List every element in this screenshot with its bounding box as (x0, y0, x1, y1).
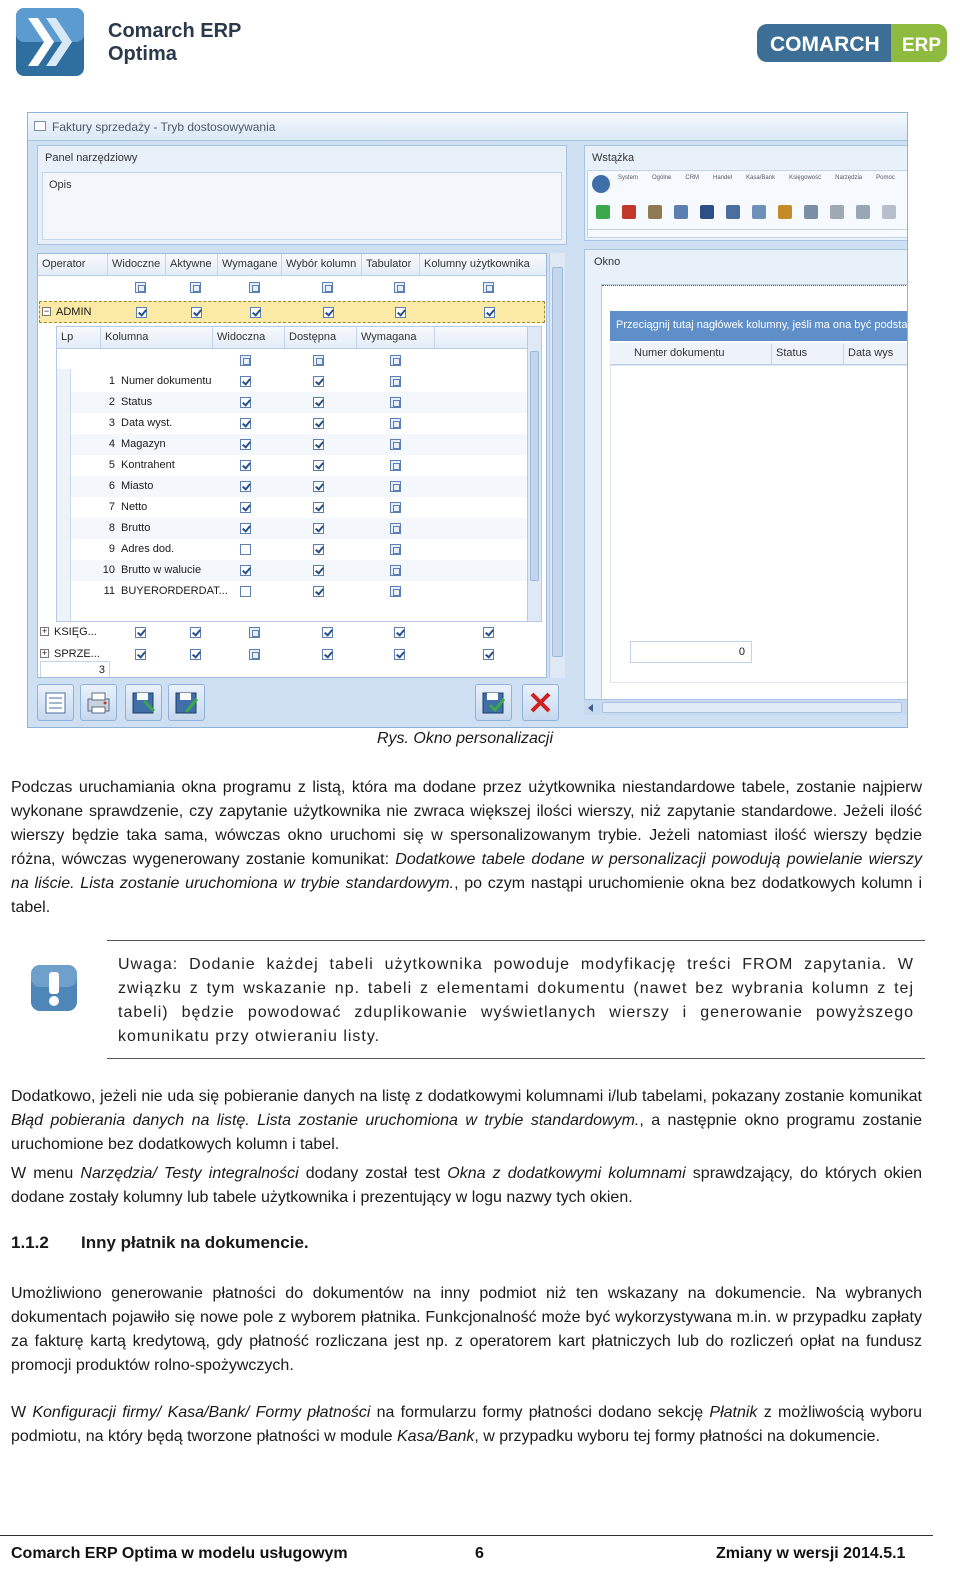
para1-text: Podczas uruchamiania okna programu z listą, która ma dodane przez użytkownika niestandardowe tabele, zostanie najpierw wykonane sprawdzenie, czy zapytanie użytkownika nie zwraca większej ilości wierszy, niż zapytanie standardowe. Jeżeli ilość wierszy będzie taka sama, wówczas okno uruchomi się w spersonalizowanym trybie. Jeżeli natomiast ilość wierszy będzie różna, wówczas wygenerowany zostanie komunikat: (11, 779, 922, 868)
column-row-lp: 2 (108, 396, 115, 408)
column-row-checkbox[interactable] (313, 481, 324, 492)
drop-line (602, 285, 908, 286)
ribbon-icon[interactable] (752, 205, 766, 219)
para2-text: Dodatkowo, jeżeli nie uda się pobieranie danych na listę z dodatkowymi kolumnami i/lub tabelami, pokazany zostanie komunikat (11, 1088, 922, 1105)
ribbon-icon[interactable] (700, 205, 714, 219)
printer-icon (81, 685, 116, 720)
column-row[interactable] (57, 392, 541, 413)
filter-checkbox[interactable] (135, 282, 146, 293)
toolbar-panel (37, 145, 567, 245)
operator-grid-header (38, 254, 547, 276)
admin-checkbox[interactable] (323, 307, 334, 318)
para3-text-mid: dodany został test (298, 1165, 448, 1182)
save-all-button[interactable] (168, 684, 205, 721)
column-row-checkbox[interactable] (313, 565, 324, 576)
toolbar-panel-label: Panel narzędziowy (45, 152, 138, 164)
ribbon-icon[interactable] (648, 205, 662, 219)
column-row-lp: 9 (108, 543, 115, 555)
horizontal-scrollbar[interactable] (584, 699, 908, 715)
window-title-bar (28, 113, 907, 141)
exclamation-icon (30, 964, 78, 1012)
column-row-checkbox[interactable] (240, 481, 251, 492)
footer-page-number: 6 (475, 1545, 484, 1562)
record-count-right: 0 (630, 641, 752, 663)
list-icon (38, 685, 73, 720)
column-config-header (57, 327, 527, 349)
group-row[interactable] (38, 644, 547, 666)
column-row-checkbox[interactable] (390, 418, 401, 429)
column-row-checkbox[interactable] (240, 439, 251, 450)
ribbon-menu-item[interactable]: Narzędzia (835, 175, 863, 181)
filter-checkbox[interactable] (394, 282, 405, 293)
expand-icon[interactable]: + (41, 626, 48, 636)
group-checkbox[interactable] (190, 649, 201, 660)
ribbon-menu-item[interactable]: Pomoc (876, 175, 895, 181)
col-aktywne[interactable]: Aktywne (166, 254, 218, 275)
column-row-checkbox[interactable] (313, 502, 324, 513)
col-numer-dokumentu[interactable]: Numer dokumentu (630, 343, 772, 364)
ribbon-icon-row (592, 205, 908, 221)
col-kolumna[interactable]: Kolumna (101, 327, 213, 348)
column-row-checkbox[interactable] (313, 460, 324, 471)
para2-message: Błąd pobierania danych na listę. Lista zostanie uruchomiona w trybie standardowym. (11, 1112, 640, 1129)
group-checkbox[interactable] (394, 649, 405, 660)
comarch-logo-text: COMARCH (770, 33, 880, 56)
column-row-checkbox[interactable] (240, 376, 251, 387)
collapse-icon[interactable]: − (43, 306, 50, 316)
scroll-thumb[interactable] (530, 351, 539, 581)
col-kolumny-uzytkownika[interactable]: Kolumny użytkownika (420, 254, 547, 275)
column-row-name: Miasto (121, 480, 154, 492)
column-row-lp: 8 (108, 522, 115, 534)
column-row[interactable] (57, 455, 541, 476)
erp-logo-text: ERP (902, 35, 942, 56)
header-spacer (610, 343, 630, 364)
app-menu-icon[interactable] (592, 175, 610, 193)
column-row-lp: 5 (108, 459, 115, 471)
column-row-lp: 6 (108, 480, 115, 492)
ribbon-menu-item[interactable]: Kasa/Bank (746, 175, 776, 181)
col-status[interactable]: Status (772, 343, 844, 364)
column-row-lp: 10 (102, 564, 115, 576)
window-icon (34, 121, 46, 131)
column-row-checkbox[interactable] (390, 460, 401, 471)
para5-text: W (11, 1404, 33, 1421)
save-icon (476, 685, 511, 720)
footer-left: Comarch ERP Optima w modelu usługowym (11, 1545, 348, 1562)
okno-label: Okno (594, 256, 621, 268)
print-button[interactable] (80, 684, 117, 721)
column-row-checkbox[interactable] (240, 544, 251, 555)
note-text: Uwaga: Dodanie każdej tabeli użytkownika powoduje modyfikację treści FROM zapytania. W związku z tym wskazanie np. tabeli z elementami dokumentu (nawet bez wybrania kolumn z tej tabeli) będzie powodować zduplikowanie wyświetlanych wierszy i generowanie powyższego komunikatu przy otwieraniu listy. (118, 956, 914, 1045)
ribbon-icon[interactable] (596, 205, 610, 219)
column-row-checkbox[interactable] (390, 565, 401, 576)
brand-line-2: Optima (108, 43, 177, 65)
column-row-checkbox[interactable] (240, 460, 251, 471)
column-row-checkbox[interactable] (240, 418, 251, 429)
column-row-name: Netto (121, 501, 148, 513)
col-data-wys[interactable]: Data wys (844, 343, 908, 364)
list-preview (601, 284, 908, 704)
column-row-lp: 7 (108, 501, 115, 513)
column-row-lp: 3 (108, 417, 115, 429)
para5-section-name: Płatnik (709, 1404, 758, 1421)
group-checkbox[interactable] (483, 649, 494, 660)
column-row-checkbox[interactable] (390, 586, 401, 597)
group-checkbox[interactable] (249, 649, 260, 660)
column-row[interactable] (57, 413, 541, 434)
row-indicator-strip (57, 369, 71, 622)
footer-divider (0, 1535, 933, 1536)
group-checkbox[interactable] (322, 627, 333, 638)
column-row-checkbox[interactable] (390, 544, 401, 555)
column-row-checkbox[interactable] (313, 586, 324, 597)
admin-checkbox[interactable] (136, 307, 147, 318)
column-row-name: BUYERORDERDAT... (121, 585, 228, 597)
filter-checkbox[interactable] (249, 282, 260, 293)
scroll-thumb[interactable] (602, 702, 902, 713)
group-row[interactable] (38, 622, 547, 644)
column-row-checkbox[interactable] (240, 523, 251, 534)
figure-caption: Rys. Okno personalizacji (376, 730, 554, 747)
group-row-label: KSIĘG... (54, 626, 97, 638)
filter-checkbox[interactable] (483, 282, 494, 293)
group-checkbox[interactable] (394, 627, 405, 638)
admin-checkbox[interactable] (191, 307, 202, 318)
group-checkbox[interactable] (190, 627, 201, 638)
column-row-checkbox[interactable] (313, 544, 324, 555)
operator-grid-scrollbar[interactable] (549, 253, 565, 678)
column-row-checkbox[interactable] (313, 439, 324, 450)
filter-checkbox[interactable] (390, 355, 401, 366)
ribbon-icon[interactable] (882, 205, 896, 219)
column-row-checkbox[interactable] (313, 523, 324, 534)
group-checkbox[interactable] (483, 627, 494, 638)
ribbon-menu-item[interactable]: Ogólne (652, 175, 672, 181)
column-row-checkbox[interactable] (240, 565, 251, 576)
filter-checkbox[interactable] (313, 355, 324, 366)
ribbon-preview (587, 170, 908, 238)
note-box (107, 940, 925, 1059)
column-row-checkbox[interactable] (313, 418, 324, 429)
ribbon-icon[interactable] (804, 205, 818, 219)
ribbon-menu-item[interactable]: System (618, 175, 639, 181)
column-row-lp: 1 (108, 375, 115, 387)
comarch-erp-optima-logo-icon (14, 6, 86, 78)
column-row-checkbox[interactable] (313, 397, 324, 408)
para5-text-end: , w przypadku wyboru tej formy płatności na dokumencie. (474, 1428, 880, 1445)
cancel-button[interactable] (522, 684, 559, 721)
column-row-checkbox[interactable] (240, 586, 251, 597)
paragraph-1 (11, 776, 922, 920)
column-row-name: Kontrahent (121, 459, 175, 471)
para5-text-mid: na formularzu formy płatności dodano sekcję (370, 1404, 710, 1421)
ribbon-menu-item[interactable]: CRM (685, 175, 700, 181)
column-row-name: Magazyn (121, 438, 166, 450)
column-row-checkbox[interactable] (390, 481, 401, 492)
ribbon-panel (584, 145, 908, 241)
ribbon-icon[interactable] (726, 205, 740, 219)
section-number: 1.1.2 (11, 1233, 49, 1252)
col-widoczne[interactable]: Widoczne (108, 254, 166, 275)
column-row-name: Numer dokumentu (121, 375, 212, 387)
window-preview-panel (584, 249, 908, 709)
column-row[interactable] (57, 476, 541, 497)
section-heading (11, 1233, 309, 1253)
para1-text-end: , po czym nastąpi uruchomienie okna bez dodatkowych kolumn i tabel. (11, 875, 923, 916)
brand-name (108, 20, 241, 66)
close-icon (523, 685, 558, 720)
group-checkbox[interactable] (135, 627, 146, 638)
para2-text-end: , a następnie okno programu zostanie uruchomione bez dodatkowych kolumn i tabel. (11, 1112, 922, 1153)
paragraph-4: Umożliwiono generowanie płatności do dokumentów na inny podmiot niż ten wskazany na dokumencie. Na wybranych dokumentach pojawiło się nowe pole z wyborem płatnika. Funkcjonalność może być wykorzystywana m.in. w przypadku zapłaty za fakturę kartą kredytową, gdy płatność rozliczana jest np. z operatorem kart płatniczych lub do rozliczeń opłat na fundusz promocji produktów rolno-spożywczych. (11, 1285, 922, 1374)
column-row-checkbox[interactable] (390, 376, 401, 387)
column-row[interactable] (57, 560, 541, 581)
group-checkbox[interactable] (322, 649, 333, 660)
preview-grid-header (610, 343, 908, 365)
ribbon-menu-item[interactable]: Handel (713, 175, 733, 181)
column-row-checkbox[interactable] (390, 523, 401, 534)
ribbon-label: Wstążka (592, 152, 635, 164)
paragraph-5 (11, 1401, 922, 1449)
admin-checkbox[interactable] (250, 307, 261, 318)
col-wymagane[interactable]: Wymagane (218, 254, 282, 275)
footer-right: Zmiany w wersji 2014.5.1 (716, 1545, 906, 1562)
column-row[interactable] (57, 539, 541, 560)
column-row-name: Data wyst. (121, 417, 173, 429)
comarch-erp-logo-icon (757, 24, 947, 62)
group-checkbox[interactable] (249, 627, 260, 638)
admin-checkbox[interactable] (484, 307, 495, 318)
col-lp[interactable]: Lp (57, 327, 101, 348)
column-row[interactable] (57, 434, 541, 455)
opis-box[interactable] (42, 172, 562, 240)
para1-message: Dodatkowe tabele dodane w personalizacji powodują powielanie wierszy na liście. Lista zostanie uruchomiona w trybie standardowym. (11, 851, 922, 892)
expand-icon[interactable]: + (41, 648, 48, 658)
operator-grid[interactable] (37, 253, 547, 678)
record-count-left: 3 (40, 661, 110, 678)
ribbon-divider (588, 229, 908, 230)
column-settings-button[interactable] (37, 684, 74, 721)
column-grid-scrollbar[interactable] (527, 327, 541, 622)
admin-label: ADMIN (56, 306, 92, 318)
column-row-name: Brutto w walucie (121, 564, 202, 576)
column-row[interactable] (57, 518, 541, 539)
ribbon-icon[interactable] (830, 205, 844, 219)
column-row[interactable] (57, 581, 541, 602)
para3-text: W menu (11, 1165, 81, 1182)
section-title: Inny płatnik na dokumencie. (81, 1233, 309, 1252)
scroll-left-icon[interactable] (588, 704, 593, 712)
save-default-button[interactable] (125, 684, 162, 721)
ribbon-menu-item[interactable]: Księgowość (789, 175, 822, 181)
save-icon (169, 685, 204, 720)
col-wybor-kolumn[interactable]: Wybór kolumn (282, 254, 362, 275)
column-row-checkbox[interactable] (390, 397, 401, 408)
col-dostepna[interactable]: Dostępna (285, 327, 357, 348)
scroll-thumb[interactable] (552, 267, 563, 657)
paragraph-3 (11, 1162, 922, 1210)
paragraph-2 (11, 1085, 922, 1157)
filter-checkbox[interactable] (190, 282, 201, 293)
opis-label: Opis (49, 179, 72, 191)
column-row-lp: 4 (108, 438, 115, 450)
col-wymagana[interactable]: Wymagana (357, 327, 435, 348)
filter-checkbox[interactable] (240, 355, 251, 366)
ribbon-menu (618, 175, 908, 181)
col-widoczna[interactable]: Widoczna (213, 327, 285, 348)
column-row-lp: 11 (103, 585, 115, 597)
group-by-area[interactable]: Przeciągnij tutaj nagłówek kolumny, jeśli ma ona być podsta (610, 311, 908, 341)
save-icon (126, 685, 161, 720)
brand-line-1: Comarch ERP (108, 20, 242, 42)
column-row-checkbox[interactable] (240, 502, 251, 513)
ribbon-icon[interactable] (856, 205, 870, 219)
para5-menu-path: Konfiguracji firmy/ Kasa/Bank/ Formy płatności (32, 1404, 371, 1421)
column-row-name: Brutto (121, 522, 151, 534)
preview-rows (610, 365, 908, 683)
group-row-label: SPRZE... (54, 648, 100, 660)
group-checkbox[interactable] (135, 649, 146, 660)
save-button[interactable] (475, 684, 512, 721)
column-row-checkbox[interactable] (390, 439, 401, 450)
para3-text-end: sprawdzający, do których okien dodane zostały kolumny lub tabele użytkownika i prezentujący w logu nazwy tych okien. (11, 1165, 923, 1206)
personalization-window-screenshot (27, 112, 908, 728)
column-row-checkbox[interactable] (390, 502, 401, 513)
col-operator[interactable]: Operator (38, 254, 108, 275)
admin-checkbox[interactable] (395, 307, 406, 318)
filter-checkbox[interactable] (322, 282, 333, 293)
ribbon-icon[interactable] (674, 205, 688, 219)
column-row[interactable] (57, 497, 541, 518)
admin-row[interactable] (39, 301, 545, 323)
column-row[interactable] (57, 371, 541, 392)
ribbon-icon[interactable] (778, 205, 792, 219)
column-row-checkbox[interactable] (313, 376, 324, 387)
column-config-grid[interactable] (56, 326, 542, 622)
column-row-name: Adres dod. (121, 543, 175, 555)
column-row-name: Status (121, 396, 153, 408)
col-tabulator[interactable]: Tabulator (362, 254, 420, 275)
para3-test-name: Okna z dodatkowymi kolumnami (447, 1165, 686, 1182)
column-row-checkbox[interactable] (240, 397, 251, 408)
para3-menu-path: Narzędzia/ Testy integralności (80, 1165, 299, 1182)
window-title: Faktury sprzedaży - Tryb dostosowywania (52, 120, 276, 134)
para5-text-mid-2: z możliwością wyboru podmiotu, na który będą tworzone płatności w module (11, 1404, 923, 1445)
para5-module-name: Kasa/Bank (397, 1428, 475, 1445)
ribbon-icon[interactable] (622, 205, 636, 219)
